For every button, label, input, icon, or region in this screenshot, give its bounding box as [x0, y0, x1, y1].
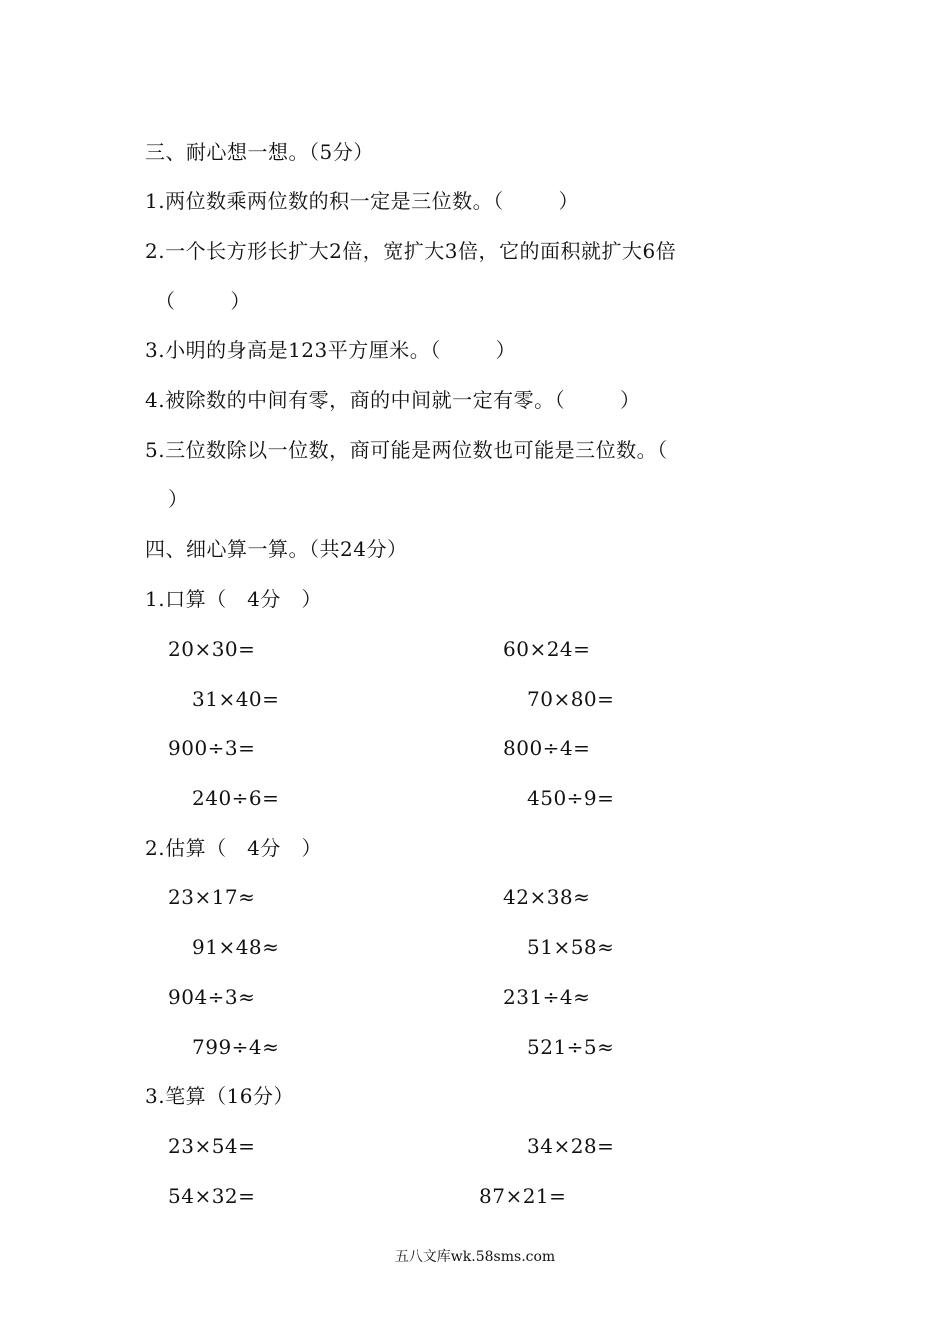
question-2-bracket: （ ） [155, 289, 251, 313]
estimate-item: 521÷5≈ [527, 1035, 615, 1059]
written-title: 3.笔算（16分） [145, 1084, 295, 1108]
footer-watermark: 五八文库wk.58sms.com [394, 1249, 556, 1265]
oral-item: 20×30= [168, 637, 256, 661]
estimate-item: 91×48≈ [192, 935, 280, 959]
estimate-item: 42×38≈ [503, 885, 591, 909]
oral-item: 800÷4= [503, 736, 591, 760]
estimate-item: 799÷4≈ [192, 1035, 280, 1059]
oral-item: 31×40= [192, 687, 280, 711]
oral-item: 70×80= [527, 687, 615, 711]
estimate-item: 23×17≈ [168, 885, 256, 909]
question-1: 1.两位数乘两位数的积一定是三位数。（ ） [145, 189, 579, 213]
oral-item: 60×24= [503, 637, 591, 661]
estimate-title: 2.估算（ 4分 ） [145, 836, 322, 860]
estimate-item: 51×58≈ [527, 935, 615, 959]
question-2: 2.一个长方形长扩大2倍，宽扩大3倍，它的面积就扩大6倍 [145, 239, 677, 263]
section3-heading: 三、耐心想一想。（5分） [145, 140, 374, 164]
estimate-item: 231÷4≈ [503, 985, 591, 1009]
section4-heading: 四、细心算一算。（共24分） [145, 537, 408, 561]
written-item: 54×32= [168, 1184, 256, 1208]
question-5-bracket: ） [168, 487, 189, 511]
written-item: 34×28= [527, 1134, 615, 1158]
question-4: 4.被除数的中间有零，商的中间就一定有零。（ ） [145, 388, 641, 412]
written-item: 23×54= [168, 1134, 256, 1158]
oral-item: 900÷3= [168, 736, 256, 760]
oral-title: 1.口算（ 4分 ） [145, 587, 322, 611]
estimate-item: 904÷3≈ [168, 985, 256, 1009]
oral-item: 450÷9= [527, 786, 615, 810]
written-item: 87×21= [479, 1184, 567, 1208]
question-3: 3.小明的身高是123平方厘米。（ ） [145, 338, 517, 362]
question-5: 5.三位数除以一位数，商可能是两位数也可能是三位数。（ [145, 438, 668, 462]
oral-item: 240÷6= [192, 786, 280, 810]
